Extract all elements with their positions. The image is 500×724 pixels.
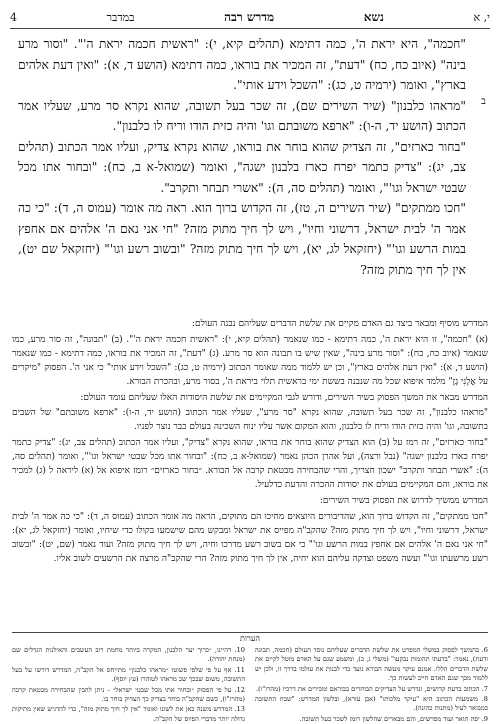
page-title: מדרש רבה xyxy=(224,9,275,24)
section-marker: ב xyxy=(481,96,486,107)
parasha-name: נשא xyxy=(363,9,384,24)
main-paragraph: "חכמה", היא יראת ה', כמה דתימא (תהלים קיא, י): "ראשית חכמה יראת ה'". "וסור מרע בינה" (איוב כח, כח) "דעת", זה המכיר את בוראו, כמה דתימא (הושע ד, א): "ואין דעת אלהים בארץ", ואומר (ירמיה ט, כג): "השכל וידע אותי". xyxy=(18,37,466,92)
notes-title: הערות xyxy=(12,632,488,645)
book-name: במדבר xyxy=(106,10,135,24)
commentary-paragraph: המדרש מבאר את המשך הפסוק בשיר השירים, ודורש לגבי המקיימים את שלשת היסודות האלו שעליהם עומד העולם: xyxy=(80,392,488,403)
page-number: 4 xyxy=(10,10,17,24)
footnote: 9. יפה תואר ועוד מפרשים, והם מבארים שהלשון רומז לשכר בעל תשובה. xyxy=(299,714,488,723)
commentary-paragraph: המדרש מוסיף ומבאר ביצד גם האדם מקיים את שלשת הדברים שעליהם נבנה העולם: xyxy=(191,319,488,329)
main-paragraph: "מראהו כלבנון" (שיר השירים שם), זה שכר בעל תשובה, שהוא נקרא סר מרע, שעליו אמר הכתוב (הושע יד, ה-ו): "ארפא משובתם וגו' והיה כזית הודו וריח לו כלבנון". xyxy=(18,98,466,133)
commentary-paragraph: "חכו ממתקים", זה הקדוש ברוך הוא, שהדיבורים היוצאים מחיכו הם מתוקים, הראה מה אומר הכתוב (עמוס ה, ד): "כי כה אמר ה' לבית ישראל, דרשוני וחיו", ויש לך חיך מתוק מזה? שהקב"ה מפייס את ישראל ומבקש מהם שישמעו בקולו כדי שיחיו, ואומר (יחזקאל לג, יא): "חי אני נאם ה' אלהים אם אחפץ במות הרשע וגו'" כי אם בשוב רשע מדרכו וחיה, ויש לך חיך מתוק מזה? ועוד נאמר (שם, יט): "ובשוב רשע מרשעתו וגו'" ועשה משפט וצדקה עליהם הוא יחיה, אין לך חיך מתוק מזה? הרי שהקב"ה מרצה את הרשעים לשוב אליו. xyxy=(12,511,488,564)
commentary-paragraph: "מראהו כלבנון", זה שכר בעל תשובה, שהוא נקרא "סר מרע", שעליו אמר הכתוב (הושע יד, ה-ו): "ארפא משובתם" של השבים בתשובה, וגו' והיה כזית הודו וריח לו כלבנון, והוא המקום אשר עליו ינוח השכינה בעולם כבר נוצר לפניו. xyxy=(12,408,488,433)
footnote: 8. משמעות הכתוב היא "עיקר מלכותו" (אבן עזרא), ובלשון המדרש: "שבח התשובה כמבואר לעיל (מתנות כהונה). xyxy=(255,695,488,713)
footnote: 10. דהיינו, ״כרוך יער הלבנון, המקרה ביותר מחמת רוב העשבים והאילנות הגדלים שם (מנחת יהודה). xyxy=(12,646,245,664)
page-header xyxy=(10,6,490,29)
footnotes-right-column xyxy=(255,646,488,723)
commentary-paragraph: (א) "חכמה", זו היא יראת ה', כמה דתימא - כמו שנאמר (תהלים קיא, י): "ראשית חכמה יראת ה'". (ב) "תבונה", זה סור מרע, כמו שנאמר (איוב כח, כח): "וסור מרע בינה", שאין שיש בו תבונה הוא סר מרע. (ג) "דעת", זה המכיר את בוראו, כמה דתימא - כמו שנאמר (הושע ד, א): "ואין דעת אלהים בארץ", וכן יש ללמוד ממה שאומר הכתוב (ירמיה ט, כג): "השכל וידע אותי" כי אני ה'. הפסוק "מיקרים על אֳלָנִי גָזֶ" מלמד איפוא שכל מה שנבנה בששת ימי בראשית תלוי ביראת ה', בסור מרע, ובהכרת הבורא. xyxy=(12,334,488,387)
footnote: 11. אף על פי שלפי פשוטו ״מראהו כלבנון״ מתייחס אל הקב"ה, המדרש דורשו על בעל התשובה, משום שבכך שב מראהו לטוהרו (עץ יוסף). xyxy=(12,665,245,684)
footnote: 13. המדרש משנה כאן את לשונו ואומר "אין לך חיך מתוק מזה", כדי להדגיש שאין מתיקות גדולה יותר מדברי הפיוס של הקב"ה. xyxy=(12,705,245,723)
footnote: 6. בהמשך לפסוק במשלי המפרט את שלשת הדברים שעליהם נוסד העולם (חכמה, תבונה ודעת), נאמר: "בדעתו תהומות נבקעו" (משלי ג, כ), ומשמע שגם על האדם מוטל לקיים את שלשת הדברים הללו. אמנם עיקר מעשה הבורא נועד כדי לבנות את עולמו בדרך זו, ולכן יש ללמוד מכך שגם האדם חייב לעשות כך. xyxy=(255,646,488,683)
commentary-paragraph: "בחור כארזים", זה רמז על (ב) הוא הצדיק שהוא בוחר את בוראו, שהוא נקרא "צדיק", ועליו אמר הכתוב (תהלים צב, יג): "צדיק כתמר יפרח כארז בלבנון ישגה" (נבל ורצה), ועל אהרן הכהן נאמר (שמואל-א ב, כח): "ובחור אתו מכל שבטי ישראל וגו'", ואומר (תהלים סה, ה): "אשרי תבחר ותקרב" ישכון חצריך, והרי שהבחירה מבטאת קרבה אל הבורא. ״בחור כארזים״ רומז איפוא אל (א) ליראה ל (ג) למכיר את בוראו, והם המקיימים בעולם את יסודות ההכרה והדעת כדלעיל. xyxy=(12,438,488,490)
footnote: 7. הכתוב בדעת קדושים, ונדרש על הצדיקים הבוחרים בבוראם ומכירים את דרכיו (מהרז"ו). xyxy=(255,684,488,693)
commentary-section xyxy=(12,318,488,630)
footnotes-left-column xyxy=(12,646,245,723)
footnote: 12. על פי הפסוק ״ובחור אתו מכל שבטי ישראל״ - ניתן להבין שהבחירה מבטאת קרבה (מהרז"ו), כשם שהקב"ה בוחר בצדיק כך הצדיק בוחר בו. xyxy=(12,685,245,704)
main-paragraph: "בחור כארזים", זה הצדיק שהוא בוחר את בוראו, שהוא נקרא צדיק, ועליו אמר הכתוב (תהלים צב, יג): "צדיק כתמר יפרח כארז בלבנון ישגה", ואומר (שמואל-א ב, כח): "ובחור אתו מכל שבטי ישראל וגו'", ואומר (תהלים סה, ה): "אשרי תבחר ותקרב". xyxy=(18,139,466,195)
commentary-paragraph: המדרש ממשיך לדרוש את הפסוק בשיר השירים: xyxy=(319,495,488,506)
main-text xyxy=(18,34,466,312)
main-paragraph: "חכו ממתקים" (שיר השירים ה, טז), זה הקדוש ברוך הוא. ראה מה אומר (עמוס ה, ד): "כי כה אמר ה' לבית ישראל, דרשוני וחיו", ויש לך חיך מתוק מזה? "חי אני נאם ה' אלהים אם אחפץ במות הרשע וגו'" (יחזקאל לג, יא), ויש לך חיך מתוק מזה? "ובשוב רשע וגו'" (יחזקאל שם יט), אין לך חיך מתוק מזה? xyxy=(18,201,466,277)
footnotes xyxy=(12,646,488,723)
chapter-ref: י, א xyxy=(473,10,490,24)
